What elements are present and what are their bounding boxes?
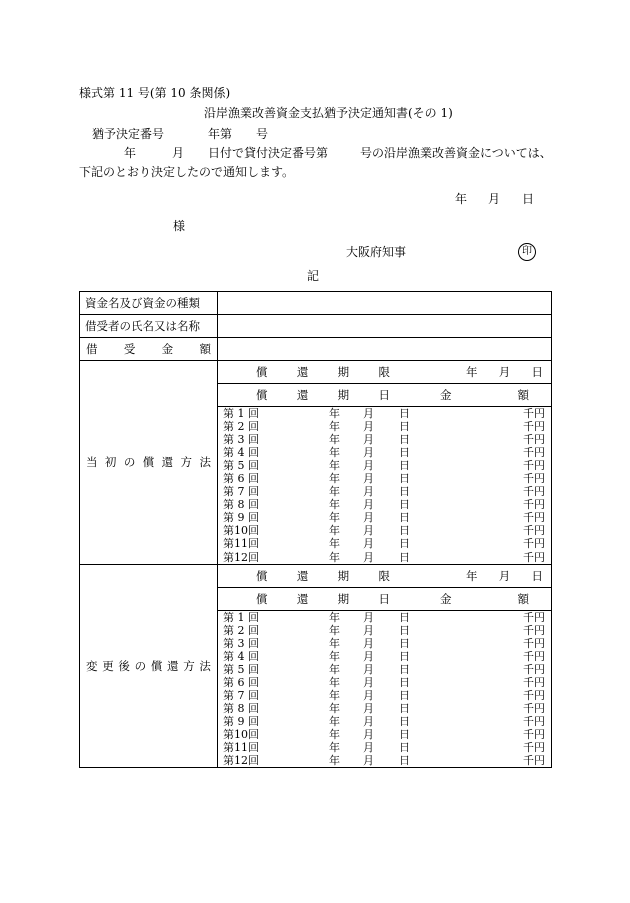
initial-installment-day: 日 [399,446,410,460]
changed-installment-label: 第 7 回 [223,688,259,702]
changed-installment-year: 年 [329,727,340,741]
initial-installment-month: 月 [363,511,374,525]
initial-installment-row [218,537,418,550]
initial-installment-day: 日 [399,511,410,525]
changed-installment-month: 月 [363,741,374,755]
changed-installment-label: 第12回 [223,754,259,768]
initial-installment-year: 年 [329,420,340,434]
loan-amount-label [80,338,218,361]
changed-deadline-char: 限 [378,568,390,583]
changed-installment-amount-row [418,715,551,728]
initial-installment-month: 月 [363,446,374,460]
initial-repayment-label [80,361,218,565]
initial-installment-day: 日 [399,485,410,499]
changed-label-char: 還 [167,658,179,673]
changed-repayment-chars [86,658,211,674]
initial-period-char: 日 [378,388,390,402]
initial-installment-row [218,459,418,472]
initial-installment-month: 月 [363,433,374,447]
changed-label-char: 更 [102,658,114,673]
changed-period-char: 期 [337,591,350,606]
changed-deadline-date [418,565,551,588]
initial-repayment-schedule [218,361,551,564]
changed-installment-label: 第 6 回 [223,675,259,689]
initial-label-char: 方 [180,455,193,470]
initial-period-char: 還 [296,388,309,402]
initial-installment-unit: 千円 [523,498,545,512]
date-year: 年 [455,192,468,206]
changed-installment-unit: 千円 [523,610,545,624]
changed-installment-month: 月 [363,623,374,637]
changed-installment-unit: 千円 [523,636,545,650]
initial-installment-unit: 千円 [523,472,545,486]
initial-installment-row [218,433,418,446]
ki-heading: 記 [307,269,320,283]
repayment-table [79,291,552,768]
addressee-suffix: 様 [173,219,186,233]
changed-label-char: 方 [183,658,195,673]
initial-installment-year: 年 [329,524,340,538]
seal-char: 印 [522,246,532,257]
date-day: 日 [522,192,535,206]
changed-installment-amount-row [418,611,551,624]
loan-amount-char: 額 [199,342,211,356]
changed-installment-day: 日 [399,623,410,637]
changed-installment-unit: 千円 [523,623,545,637]
changed-label-char: 法 [199,658,211,673]
initial-installment-month: 月 [363,485,374,499]
initial-installment-month: 月 [363,524,374,538]
changed-installment-day: 日 [399,610,410,624]
initial-installment-unit: 千円 [523,446,545,460]
changed-installment-label: 第10回 [223,727,259,741]
changed-installment-row [218,715,418,728]
changed-installment-unit: 千円 [523,727,545,741]
initial-installment-day: 日 [399,407,410,420]
changed-period-header [218,587,418,610]
initial-installment-year: 年 [329,433,340,447]
initial-installment-amount-row [418,420,551,433]
initial-deadline-char: 期 [337,365,350,379]
changed-amount-char: 額 [517,591,529,606]
initial-installment-row [218,472,418,485]
changed-label-char: 償 [150,658,163,673]
changed-installment-unit: 千円 [523,649,545,663]
initial-period-header [218,384,418,407]
initial-amount-char: 額 [517,388,529,402]
initial-installment-month: 月 [363,407,374,420]
initial-installment-label: 第 9 回 [223,511,259,525]
changed-label-char: の [134,658,147,673]
changed-installment-day: 日 [399,636,410,650]
changed-deadline-day: 日 [531,568,543,583]
changed-installment-year: 年 [329,754,340,768]
changed-installment-day: 日 [399,688,410,702]
initial-deadline-chars [218,364,418,380]
initial-installment-year: 年 [329,459,340,473]
initial-installment-row [218,498,418,511]
changed-installment-row [218,637,418,650]
changed-installment-day: 日 [399,714,410,728]
changed-installment-unit: 千円 [523,754,545,768]
changed-deadline-char: 償 [256,568,268,583]
changed-installment-unit: 千円 [523,688,545,702]
changed-installment-unit: 千円 [523,701,545,715]
changed-period-char: 償 [256,591,268,606]
initial-installment-label: 第 2 回 [223,420,259,434]
changed-installment-row [218,741,418,754]
initial-installment-row [218,485,418,498]
initial-period-char: 償 [256,388,268,402]
initial-label-char: 初 [104,455,117,470]
changed-label-char: 後 [118,658,130,673]
changed-installment-amount-row [418,637,551,650]
changed-installment-label: 第 8 回 [223,701,259,715]
initial-installment-row [218,420,418,433]
initial-installment-unit: 千円 [523,550,545,564]
initial-deadline-day: 日 [531,365,543,379]
initial-installment-row [218,511,418,524]
initial-label-char: 還 [161,455,174,470]
changed-deadline-header [218,565,418,588]
changed-installment-day: 日 [399,649,410,663]
initial-installment-label: 第12回 [223,550,259,564]
initial-installment-day: 日 [399,550,410,564]
initial-installment-day: 日 [399,433,410,447]
initial-installment-unit: 千円 [523,511,545,525]
initial-label-char: 法 [199,455,211,470]
changed-installment-year: 年 [329,675,340,689]
initial-installment-month: 月 [363,498,374,512]
initial-amount-char: 金 [440,388,452,402]
changed-installment-unit: 千円 [523,741,545,755]
initial-amount-header [418,384,551,407]
body-line1-rest: 日付で貸付決定番号第 [208,146,329,160]
initial-deadline-char: 限 [378,365,390,379]
changed-installment-row [218,676,418,689]
changed-label-char: 変 [86,658,98,673]
decision-number-year-suffix: 年第 [208,127,233,141]
initial-installment-day: 日 [399,537,410,551]
changed-installment-year: 年 [329,714,340,728]
initial-installment-month: 月 [363,459,374,473]
changed-installment-day: 日 [399,675,410,689]
changed-installment-month: 月 [363,662,374,676]
body-line2: 下記のとおり決定したので通知します。 [79,165,295,179]
changed-installment-month: 月 [363,636,374,650]
changed-installment-year: 年 [329,688,340,702]
initial-installment-amount-row [418,537,551,550]
changed-deadline-month: 月 [498,568,511,583]
changed-installment-row [218,728,418,741]
initial-installment-row [218,551,418,564]
initial-installment-year: 年 [329,407,340,420]
changed-installment-month: 月 [363,610,374,624]
changed-installment-label: 第 1 回 [223,610,259,624]
initial-installment-unit: 千円 [523,459,545,473]
changed-installment-amount-row [418,689,551,702]
changed-installment-row [218,611,418,624]
changed-installment-amount-row [418,624,551,637]
changed-installment-amount-row [418,728,551,741]
initial-deadline-char: 償 [256,365,268,379]
initial-installment-label: 第 6 回 [223,472,259,486]
changed-installment-day: 日 [399,741,410,755]
initial-installment-year: 年 [329,498,340,512]
changed-installment-year: 年 [329,649,340,663]
changed-installment-year: 年 [329,636,340,650]
changed-installment-year: 年 [329,662,340,676]
initial-label-char: の [123,455,136,470]
initial-period-char: 期 [337,388,350,402]
changed-installment-month: 月 [363,727,374,741]
changed-installment-day: 日 [399,727,410,741]
initial-installment-year: 年 [329,472,340,486]
changed-installment-year: 年 [329,701,340,715]
initial-installment-amount-row [418,498,551,511]
initial-installment-amount-row [418,524,551,537]
initial-installment-label: 第10回 [223,524,259,538]
initial-installment-dates [218,407,418,564]
initial-repayment-detail [218,361,552,565]
changed-installment-day: 日 [399,662,410,676]
changed-installment-dates [218,610,418,767]
initial-deadline-char: 還 [296,365,309,379]
changed-repayment-schedule [218,565,551,768]
changed-installment-label: 第 2 回 [223,623,259,637]
initial-installment-amount-row [418,433,551,446]
changed-installment-label: 第 3 回 [223,636,259,650]
changed-installment-month: 月 [363,701,374,715]
changed-installment-month: 月 [363,675,374,689]
initial-installment-year: 年 [329,446,340,460]
initial-installment-amount-row [418,551,551,564]
document-title: 沿岸漁業改善資金支払猶予決定通知書(その 1) [204,106,453,120]
initial-installment-day: 日 [399,498,410,512]
changed-repayment-label [80,564,218,768]
initial-installment-label: 第 5 回 [223,459,259,473]
changed-amount-char: 金 [440,591,452,606]
changed-installment-year: 年 [329,610,340,624]
decision-number-label: 猶予決定番号 [92,127,165,141]
changed-schedule-table [218,565,551,768]
borrower-name-label: 借受者の氏名又は名称 [80,315,218,338]
initial-installment-unit: 千円 [523,433,545,447]
initial-deadline-header [218,361,418,384]
changed-installment-row [218,650,418,663]
initial-installment-unit: 千円 [523,537,545,551]
initial-repayment-chars [86,454,211,470]
form-number: 様式第 11 号(第 10 条関係) [79,86,231,100]
changed-installment-label: 第 4 回 [223,649,259,663]
changed-installment-row [218,702,418,715]
fund-name-value [218,292,552,315]
initial-installment-amount-row [418,472,551,485]
initial-installment-amount-row [418,459,551,472]
changed-installment-day: 日 [399,701,410,715]
initial-installment-label: 第 1 回 [223,407,259,420]
loan-amount-value [218,338,552,361]
initial-installment-label: 第 4 回 [223,446,259,460]
initial-installment-row [218,407,418,420]
changed-amount-header [418,587,551,610]
changed-installment-label: 第 5 回 [223,662,259,676]
initial-deadline-date [418,361,551,384]
changed-installment-amounts [418,610,551,767]
borrower-name-value [218,315,552,338]
initial-label-char: 当 [86,455,98,470]
changed-installment-month: 月 [363,688,374,702]
changed-period-char: 還 [296,591,309,606]
body-line1-tail: 号の沿岸漁業改善資金については、 [360,146,552,160]
changed-installment-amount-row [418,676,551,689]
changed-deadline-chars [218,568,418,584]
initial-installment-day: 日 [399,459,410,473]
changed-installment-unit: 千円 [523,675,545,689]
changed-period-char: 日 [378,591,390,606]
initial-installment-year: 年 [329,537,340,551]
initial-installment-day: 日 [399,524,410,538]
initial-installment-label: 第 8 回 [223,498,259,512]
fund-name-label: 資金名及び資金の種類 [80,292,218,315]
initial-installment-amounts [418,407,551,564]
changed-installment-year: 年 [329,623,340,637]
initial-schedule-table [218,361,551,564]
initial-installment-day: 日 [399,472,410,486]
changed-deadline-char: 還 [296,568,309,583]
initial-installment-label: 第11回 [223,537,259,551]
changed-installment-month: 月 [363,714,374,728]
changed-installment-amount-row [418,754,551,767]
changed-installment-month: 月 [363,649,374,663]
changed-installment-month: 月 [363,754,374,768]
seal-mark [518,243,536,261]
changed-installment-row [218,624,418,637]
initial-deadline-year: 年 [466,365,478,379]
initial-deadline-month: 月 [498,365,511,379]
initial-installment-unit: 千円 [523,407,545,420]
loan-amount-char: 借 [86,342,98,356]
initial-installment-year: 年 [329,511,340,525]
changed-installment-row [218,689,418,702]
decision-number-suffix: 号 [256,127,269,141]
initial-label-char: 償 [142,455,155,470]
changed-installment-amount-row [418,650,551,663]
changed-installment-day: 日 [399,754,410,768]
changed-installment-label: 第 9 回 [223,714,259,728]
initial-installment-year: 年 [329,550,340,564]
initial-installment-label: 第 7 回 [223,485,259,499]
initial-installment-day: 日 [399,420,410,434]
date-month: 月 [488,192,501,206]
body-month: 月 [172,146,185,160]
initial-installment-year: 年 [329,485,340,499]
changed-deadline-year: 年 [466,568,478,583]
changed-installment-amount-row [418,741,551,754]
changed-installment-unit: 千円 [523,714,545,728]
changed-installment-unit: 千円 [523,662,545,676]
loan-amount-chars [86,341,211,357]
body-year: 年 [124,146,137,160]
initial-installment-month: 月 [363,472,374,486]
initial-installment-unit: 千円 [523,420,545,434]
initial-installment-unit: 千円 [523,524,545,538]
initial-installment-month: 月 [363,537,374,551]
loan-amount-char: 受 [123,342,136,356]
loan-amount-char: 金 [161,342,174,356]
changed-installment-row [218,663,418,676]
changed-installment-label: 第11回 [223,741,259,755]
initial-installment-month: 月 [363,550,374,564]
changed-installment-amount-row [418,702,551,715]
changed-installment-year: 年 [329,741,340,755]
initial-installment-amount-row [418,485,551,498]
initial-installment-amount-row [418,446,551,459]
changed-repayment-detail [218,564,552,768]
issuer: 大阪府知事 [346,245,407,259]
changed-installment-row [218,754,418,767]
initial-installment-row [218,524,418,537]
initial-installment-unit: 千円 [523,485,545,499]
initial-installment-amount-row [418,511,551,524]
changed-installment-amount-row [418,663,551,676]
initial-installment-label: 第 3 回 [223,433,259,447]
changed-deadline-char: 期 [337,568,350,583]
initial-installment-amount-row [418,407,551,420]
initial-installment-row [218,446,418,459]
initial-installment-month: 月 [363,420,374,434]
